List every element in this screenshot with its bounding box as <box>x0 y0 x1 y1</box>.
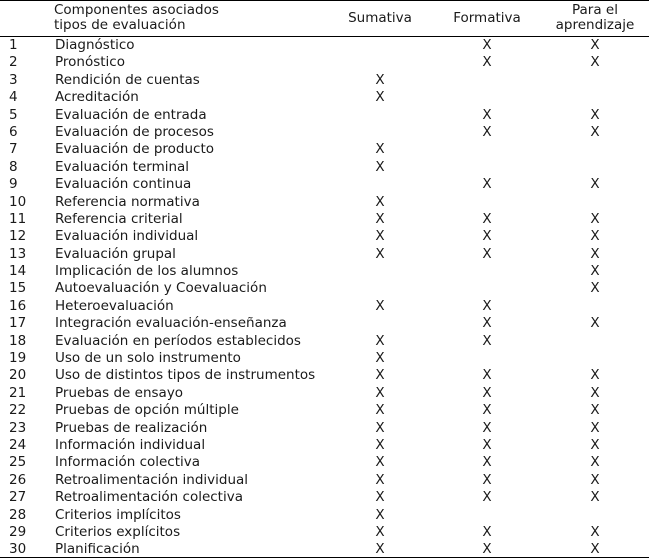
row-formativa-mark: X <box>482 419 492 436</box>
row-sumativa-mark: X <box>375 210 385 227</box>
row-aprendizaje-mark: X <box>590 384 600 401</box>
row-number: 6 <box>9 123 18 140</box>
table-row <box>0 524 649 541</box>
row-number: 4 <box>9 89 18 106</box>
row-component-label: Autoevaluación y Coevaluación <box>55 280 267 297</box>
row-component-label: Evaluación terminal <box>55 158 190 175</box>
row-formativa-mark: X <box>482 384 492 401</box>
header-aprendizaje-line2: aprendizaje <box>555 17 635 33</box>
row-sumativa-mark: X <box>375 506 385 523</box>
row-aprendizaje-mark: X <box>590 315 600 332</box>
row-formativa-mark: X <box>482 402 492 419</box>
row-component-label: Pronóstico <box>55 54 125 71</box>
row-component-label: Pruebas de opción múltiple <box>55 402 239 419</box>
row-number: 7 <box>9 141 18 158</box>
table-row <box>0 211 649 228</box>
row-aprendizaje-mark: X <box>590 280 600 297</box>
table-row <box>0 367 649 384</box>
row-aprendizaje-mark: X <box>590 454 600 471</box>
row-sumativa-mark: X <box>375 350 385 367</box>
row-sumativa-mark: X <box>375 297 385 314</box>
row-component-label: Rendición de cuentas <box>55 71 200 88</box>
table-row <box>0 437 649 454</box>
row-aprendizaje-mark: X <box>590 245 600 262</box>
row-aprendizaje-mark: X <box>590 367 600 384</box>
table-row <box>0 280 649 297</box>
table-body <box>0 37 649 559</box>
row-formativa-mark: X <box>482 123 492 140</box>
table-row <box>0 298 649 315</box>
table-row <box>0 54 649 71</box>
row-number: 29 <box>9 523 27 540</box>
table-row <box>0 107 649 124</box>
row-sumativa-mark: X <box>375 489 385 506</box>
row-component-label: Pruebas de realización <box>55 419 208 436</box>
row-aprendizaje-mark: X <box>590 263 600 280</box>
row-number: 18 <box>9 332 27 349</box>
table-row <box>0 37 649 54</box>
row-component-label: Uso de un solo instrumento <box>55 350 241 367</box>
row-aprendizaje-mark: X <box>590 123 600 140</box>
row-number: 3 <box>9 71 18 88</box>
row-sumativa-mark: X <box>375 141 385 158</box>
row-component-label: Retroalimentación colectiva <box>55 489 243 506</box>
table-row <box>0 489 649 506</box>
row-aprendizaje-mark: X <box>590 523 600 540</box>
table-row <box>0 385 649 402</box>
row-aprendizaje-mark: X <box>590 37 600 53</box>
row-formativa-mark: X <box>482 54 492 71</box>
row-component-label: Retroalimentación individual <box>55 471 249 488</box>
table-row <box>0 194 649 211</box>
row-formativa-mark: X <box>482 489 492 506</box>
row-formativa-mark: X <box>482 176 492 193</box>
table-row <box>0 263 649 280</box>
table-row <box>0 72 649 89</box>
row-component-label: Criterios explícitos <box>55 523 181 540</box>
row-number: 2 <box>9 54 18 71</box>
table-bottom-rule <box>0 557 649 558</box>
row-component-label: Evaluación de entrada <box>55 106 207 123</box>
table-row <box>0 246 649 263</box>
row-formativa-mark: X <box>482 454 492 471</box>
row-sumativa-mark: X <box>375 367 385 384</box>
row-aprendizaje-mark: X <box>590 541 600 558</box>
table-row <box>0 402 649 419</box>
row-sumativa-mark: X <box>375 71 385 88</box>
row-number: 8 <box>9 158 18 175</box>
table-row <box>0 141 649 158</box>
table-row <box>0 124 649 141</box>
row-number: 11 <box>9 210 27 227</box>
header-sumativa: Sumativa <box>348 10 412 26</box>
row-sumativa-mark: X <box>375 402 385 419</box>
header-components-line1: Componentes asociados <box>54 2 219 18</box>
row-component-label: Implicación de los alumnos <box>55 263 239 280</box>
header-aprendizaje-line1: Para el <box>572 2 618 18</box>
row-number: 24 <box>9 436 27 453</box>
row-formativa-mark: X <box>482 210 492 227</box>
row-component-label: Evaluación en períodos establecidos <box>55 332 301 349</box>
table-row <box>0 420 649 437</box>
row-formativa-mark: X <box>482 367 492 384</box>
row-formativa-mark: X <box>482 436 492 453</box>
table-row <box>0 89 649 106</box>
row-formativa-mark: X <box>482 471 492 488</box>
row-formativa-mark: X <box>482 228 492 245</box>
row-component-label: Pruebas de ensayo <box>55 384 184 401</box>
row-sumativa-mark: X <box>375 419 385 436</box>
row-number: 12 <box>9 228 27 245</box>
row-formativa-mark: X <box>482 297 492 314</box>
row-sumativa-mark: X <box>375 436 385 453</box>
row-number: 16 <box>9 297 27 314</box>
row-number: 26 <box>9 471 27 488</box>
row-component-label: Referencia criterial <box>55 210 183 227</box>
table-row <box>0 228 649 245</box>
row-sumativa-mark: X <box>375 245 385 262</box>
row-component-label: Información colectiva <box>55 454 201 471</box>
table-row <box>0 507 649 524</box>
table-row <box>0 176 649 193</box>
row-aprendizaje-mark: X <box>590 176 600 193</box>
row-number: 22 <box>9 402 27 419</box>
row-component-label: Heteroevaluación <box>55 297 174 314</box>
header-formativa: Formativa <box>453 10 521 26</box>
row-component-label: Evaluación grupal <box>55 245 176 262</box>
row-number: 19 <box>9 350 27 367</box>
row-aprendizaje-mark: X <box>590 471 600 488</box>
row-aprendizaje-mark: X <box>590 54 600 71</box>
row-formativa-mark: X <box>482 332 492 349</box>
row-sumativa-mark: X <box>375 228 385 245</box>
row-sumativa-mark: X <box>375 471 385 488</box>
row-number: 27 <box>9 489 27 506</box>
row-formativa-mark: X <box>482 523 492 540</box>
row-component-label: Acreditación <box>55 89 139 106</box>
row-sumativa-mark: X <box>375 158 385 175</box>
row-aprendizaje-mark: X <box>590 436 600 453</box>
table-row <box>0 454 649 471</box>
row-number: 30 <box>9 541 27 558</box>
row-number: 17 <box>9 315 27 332</box>
row-aprendizaje-mark: X <box>590 106 600 123</box>
row-component-label: Información individual <box>55 436 206 453</box>
table-row <box>0 159 649 176</box>
row-formativa-mark: X <box>482 315 492 332</box>
row-sumativa-mark: X <box>375 454 385 471</box>
row-number: 21 <box>9 384 27 401</box>
row-sumativa-mark: X <box>375 89 385 106</box>
row-aprendizaje-mark: X <box>590 419 600 436</box>
row-aprendizaje-mark: X <box>590 489 600 506</box>
row-component-label: Uso de distintos tipos de instrumentos <box>55 367 316 384</box>
row-formativa-mark: X <box>482 245 492 262</box>
row-number: 1 <box>9 37 18 53</box>
row-component-label: Criterios implícitos <box>55 506 181 523</box>
row-number: 15 <box>9 280 27 297</box>
row-number: 10 <box>9 193 27 210</box>
header-aprendizaje <box>535 3 649 33</box>
row-number: 14 <box>9 263 27 280</box>
header-components <box>54 3 219 33</box>
row-number: 23 <box>9 419 27 436</box>
row-component-label: Integración evaluación-enseñanza <box>55 315 287 332</box>
row-component-label: Evaluación de producto <box>55 141 215 158</box>
table-row <box>0 315 649 332</box>
row-sumativa-mark: X <box>375 193 385 210</box>
row-component-label: Evaluación de procesos <box>55 123 214 140</box>
row-formativa-mark: X <box>482 37 492 53</box>
row-sumativa-mark: X <box>375 332 385 349</box>
row-sumativa-mark: X <box>375 523 385 540</box>
row-formativa-mark: X <box>482 106 492 123</box>
row-number: 9 <box>9 176 18 193</box>
row-sumativa-mark: X <box>375 541 385 558</box>
row-aprendizaje-mark: X <box>590 228 600 245</box>
row-component-label: Diagnóstico <box>55 37 135 53</box>
row-number: 5 <box>9 106 18 123</box>
row-component-label: Referencia normativa <box>55 193 200 210</box>
row-sumativa-mark: X <box>375 384 385 401</box>
row-component-label: Evaluación individual <box>55 228 199 245</box>
row-aprendizaje-mark: X <box>590 210 600 227</box>
row-number: 20 <box>9 367 27 384</box>
row-component-label: Evaluación continua <box>55 176 192 193</box>
table-header <box>0 1 649 36</box>
row-number: 25 <box>9 454 27 471</box>
row-number: 28 <box>9 506 27 523</box>
row-formativa-mark: X <box>482 541 492 558</box>
row-component-label: Planificación <box>55 541 140 558</box>
header-components-line2: tipos de evaluación <box>54 17 186 33</box>
table-row <box>0 350 649 367</box>
table-row <box>0 472 649 489</box>
table-row <box>0 333 649 350</box>
row-aprendizaje-mark: X <box>590 402 600 419</box>
row-number: 13 <box>9 245 27 262</box>
